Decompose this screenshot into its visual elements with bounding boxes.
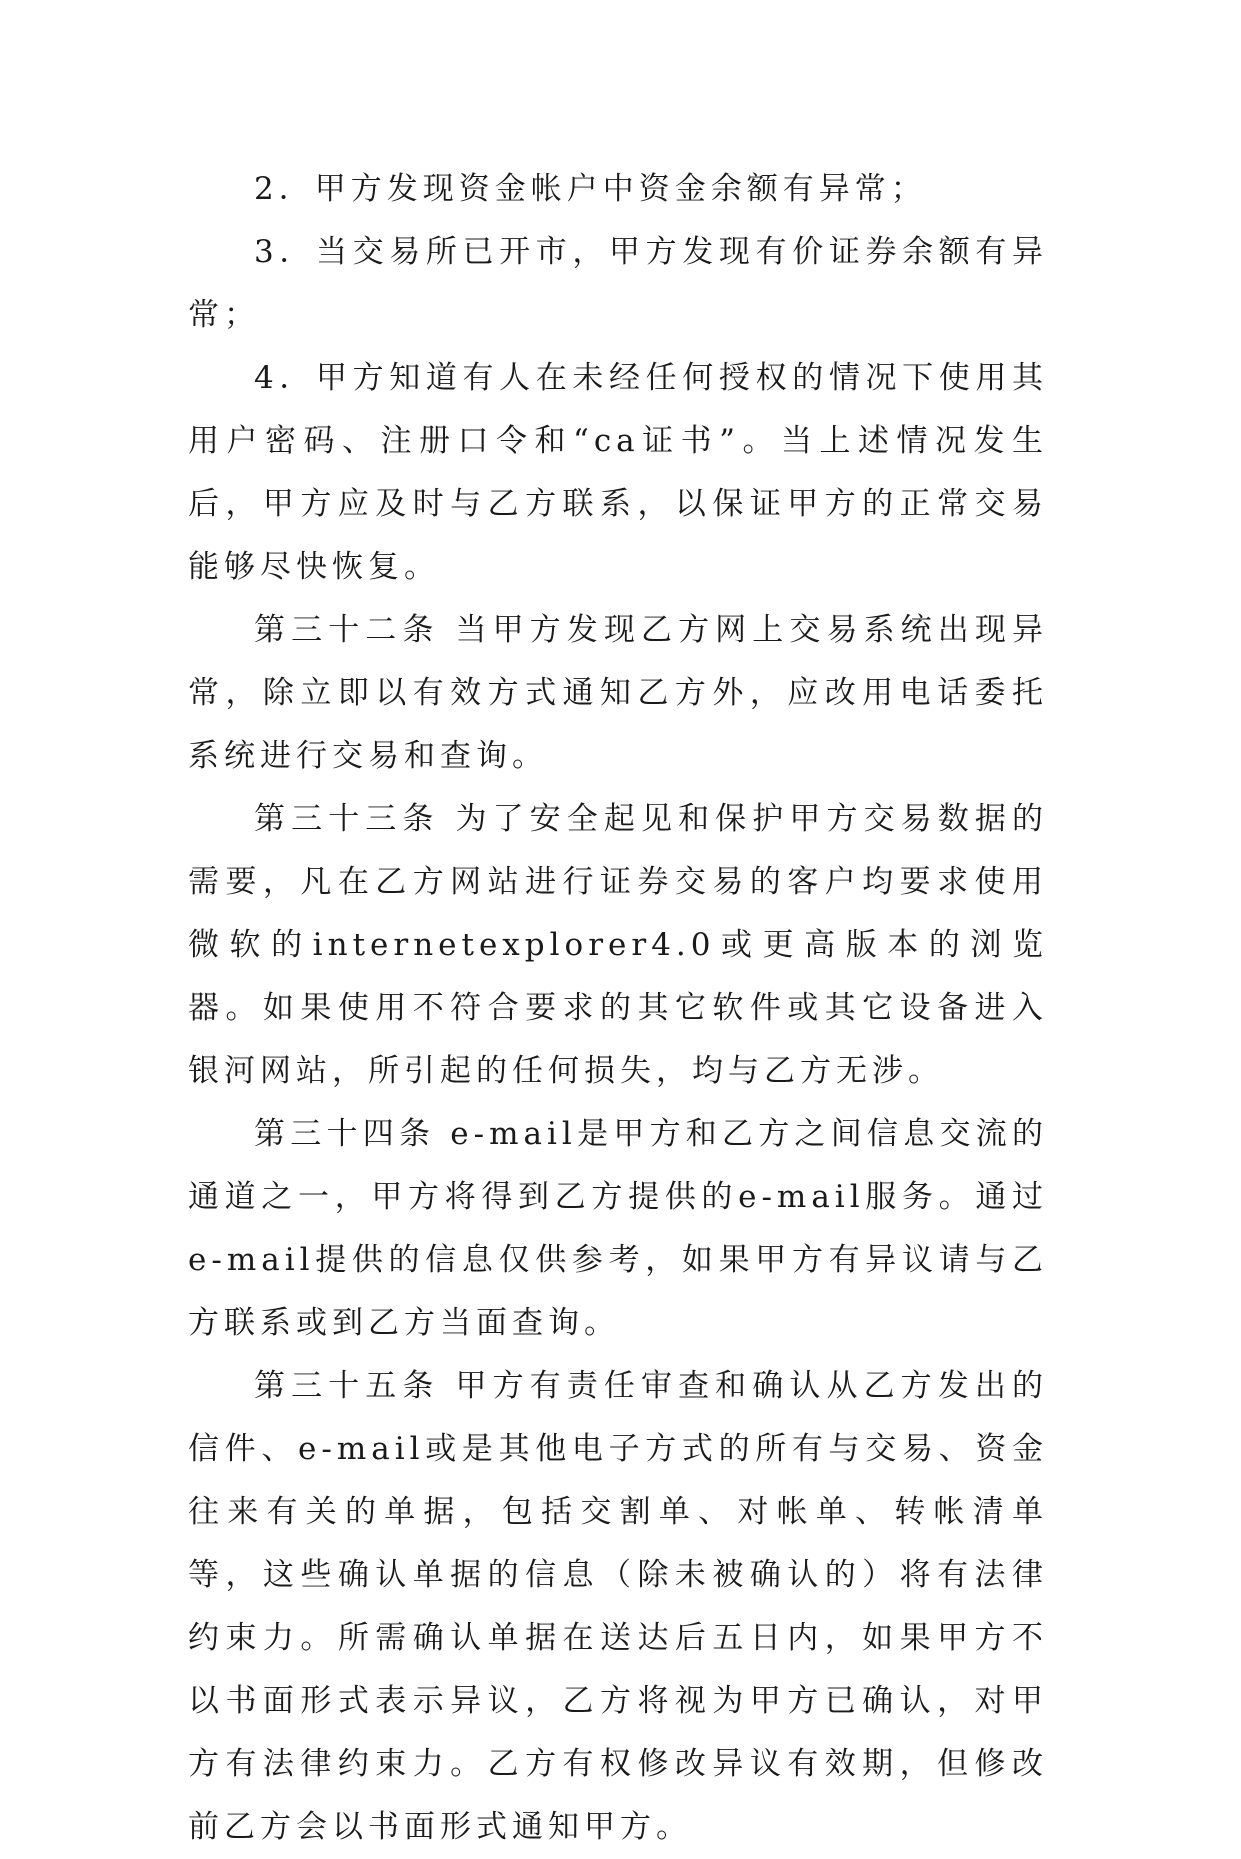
article-32-paragraph: 第三十二条 当甲方发现乙方网上交易系统出现异常，除立即以有效方式通知乙方外，应改用电话委托系统进行交易和查询。	[188, 612, 1048, 774]
document-body	[188, 158, 1048, 1859]
paragraph-item-4: 4．甲方知道有人在未经任何授权的情况下使用其用户密码、注册口令和“ca证书”。当上述情况发生后，甲方应及时与乙方联系，以保证甲方的正常交易能够尽快恢复。	[188, 360, 1048, 585]
paragraph-item-3: 3．当交易所已开市，甲方发现有价证券余额有异常；	[188, 234, 1048, 333]
article-34-paragraph: 第三十四条 e-mail是甲方和乙方之间信息交流的通道之一，甲方将得到乙方提供的e-mail服务。通过e-mail提供的信息仅供参考，如果甲方有异议请与乙方联系或到乙方当面查询。	[188, 1116, 1048, 1341]
paragraph-item-2: 2．甲方发现资金帐户中资金余额有异常；	[254, 171, 927, 207]
article-35-paragraph: 第三十五条 甲方有责任审查和确认从乙方发出的信件、e-mail或是其他电子方式的所有与交易、资金往来有关的单据，包括交割单、对帐单、转帐清单等，这些确认单据的信息（除未被确认的）将有法律约束力。所需确认单据在送达后五日内，如果甲方不以书面形式表示异议，乙方将视为甲方已确认，对甲方有法律约束力。乙方有权修改异议有效期，但修改前乙方会以书面形式通知甲方。	[188, 1368, 1048, 1845]
article-33-paragraph: 第三十三条 为了安全起见和保护甲方交易数据的需要，凡在乙方网站进行证券交易的客户均要求使用微软的internetexplorer4.0或更高版本的浏览器。如果使用不符合要求的其它软件或其它设备进入银河网站，所引起的任何损失，均与乙方无涉。	[188, 801, 1048, 1089]
